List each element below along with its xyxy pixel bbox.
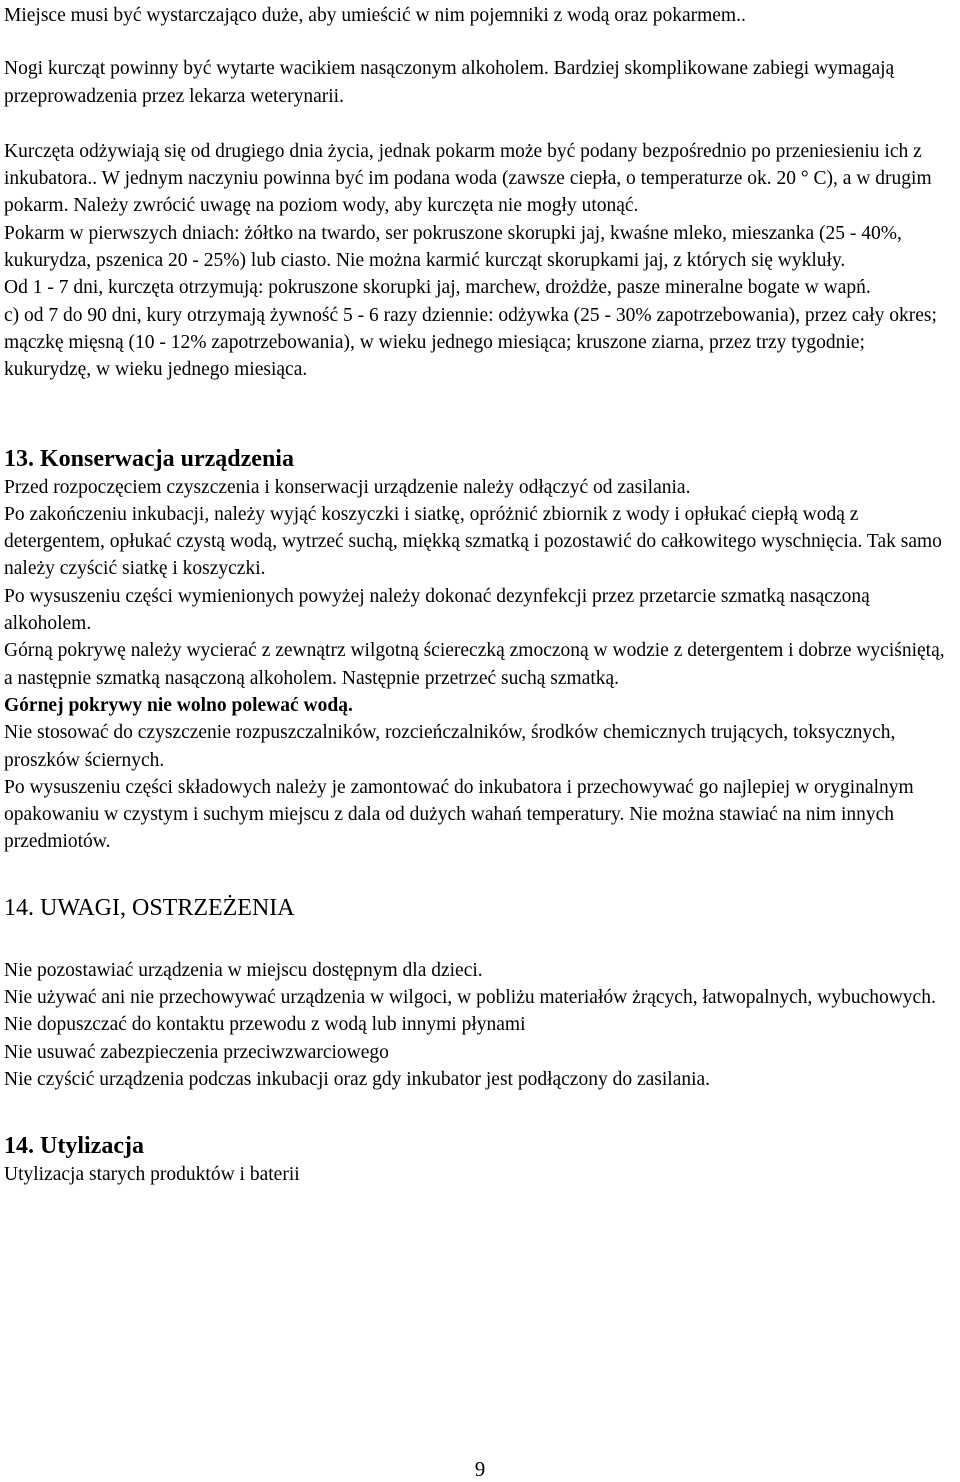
section-13-paragraph-7: Po wysuszeniu części składowych należy je zamontować do inkubatora i przechowywać go najlepiej w oryginalnym opakowaniu w czystym i suchym miejscu z dala od dużych wahań temperatury. Nie można stawiać na nim innych przedmiotów.	[4, 776, 914, 853]
warning-item: Nie czyścić urządzenia podczas inkubacji oraz gdy inkubator jest podłączony do zasilania.	[4, 1068, 711, 1090]
section-14-warnings-heading: 14. UWAGI, OSTRZEŻENIA	[4, 894, 295, 921]
section-14-disposal-paragraph: Utylizacja starych produktów i baterii	[4, 1164, 300, 1186]
intro-paragraph-5: Od 1 - 7 dni, kurczęta otrzymują: pokruszone skorupki jaj, marchew, drożdże, pasze mineralne bogate w wapń.	[4, 277, 871, 299]
section-13-warning: Górnej pokrywy nie wolno polewać wodą.	[4, 694, 353, 716]
section-13-heading: 13. Konserwacja urządzenia	[4, 445, 294, 472]
section-13-paragraph-2: Po zakończeniu inkubacji, należy wyjąć koszyczki i siatkę, opróżnić zbiornik z wody i opłukać ciepłą wodą z detergentem, opłukać czystą wodą, wytrzeć suchą, miękką szmatką i pozostawić do całkowitego wyschnięcia. Tak samo należy czyścić siatkę i koszyczki.	[4, 503, 942, 580]
intro-paragraph-2: Nogi kurcząt powinny być wytarte wacikiem nasączonym alkoholem. Bardziej skomplikowane zabiegi wymagają przeprowadzenia przez lekarza weterynarii.	[4, 58, 895, 107]
warnings-list	[4, 957, 956, 1093]
intro-paragraph-6: c) od 7 do 90 dni, kury otrzymają żywność 5 - 6 razy dziennie: odżywka (25 - 30% zapotrzebowania), przez cały okres; mączkę mięsną (10 - 12% zapotrzebowania), w wieku jednego miesiąca; kruszone ziarna, przez trzy tygodnie; kukurydzę, w wieku jednego miesiąca.	[4, 304, 937, 381]
document-page	[4, 0, 956, 1189]
section-13-paragraph-3: Po wysuszeniu części wymienionych powyżej należy dokonać dezynfekcji przez przetarcie szmatką nasączoną alkoholem.	[4, 585, 870, 635]
section-13-paragraph-4: Górną pokrywę należy wycierać z zewnątrz wilgotną ściereczką zmoczoną w wodzie z detergentem i dobrze wyciśniętą, a następnie szmatką nasączoną alkoholem. Następnie przetrzeć suchą szmatką.	[4, 640, 945, 689]
section-13-paragraph-1: Przed rozpoczęciem czyszczenia i konserwacji urządzenie należy odłączyć od zasilania.	[4, 476, 691, 498]
intro-paragraph-1: Miejsce musi być wystarczająco duże, aby umieścić w nim pojemniki z wodą oraz pokarmem..	[4, 5, 746, 26]
warning-item: Nie usuwać zabezpieczenia przeciwzwarciowego	[4, 1041, 389, 1063]
section-14-disposal-heading: 14. Utylizacja	[4, 1133, 144, 1160]
warning-item: Nie pozostawiać urządzenia w miejscu dostępnym dla dzieci.	[4, 959, 483, 981]
page-number: 9	[474, 1457, 486, 1481]
intro-paragraph-3: Kurczęta odżywiają się od drugiego dnia życia, jednak pokarm może być podany bezpośrednio po przeniesieniu ich z inkubatora.. W jednym naczyniu powinna być im podana woda (zawsze ciepła, o temperaturze ok. 20 ° C), a w drugim pokarm. Należy zwrócić uwagę na poziom wody, aby kurczęta nie mogły utonąć.	[4, 140, 932, 217]
warning-item: Nie dopuszczać do kontaktu przewodu z wodą lub innymi płynami	[4, 1014, 526, 1036]
section-13-paragraph-6: Nie stosować do czyszczenie rozpuszczalników, rozcieńczalników, środków chemicznych trujących, toksycznych, proszków ściernych.	[4, 722, 896, 771]
warning-item: Nie używać ani nie przechowywać urządzenia w wilgoci, w pobliżu materiałów żrących, łatwopalnych, wybuchowych.	[4, 987, 936, 1009]
intro-paragraph-4: Pokarm w pierwszych dniach: żółtko na twardo, ser pokruszone skorupki jaj, kwaśne mleko, mieszanka (25 - 40%, kukurydza, pszenica 20 - 25%) lub ciasto. Nie można karmić kurcząt skorupkami jaj, z których się wykluły.	[4, 222, 902, 272]
